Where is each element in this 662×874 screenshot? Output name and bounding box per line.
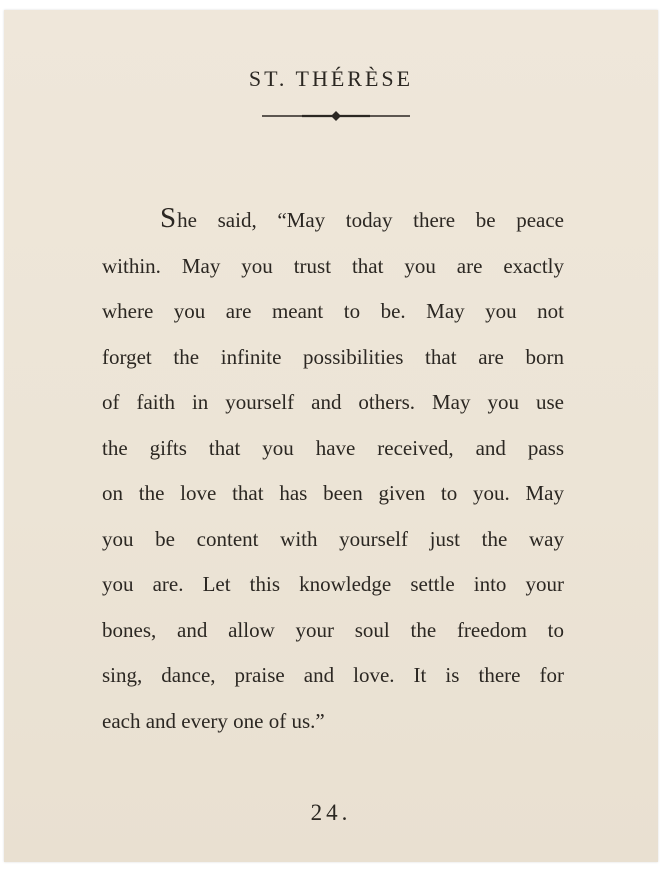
page-number: 24. xyxy=(310,800,352,825)
quote-line: bones, and allow your soul the freedom to xyxy=(102,617,564,642)
drop-cap: S xyxy=(160,202,178,234)
quote-body xyxy=(102,198,564,744)
quote-line: of faith in yourself and others. May you use xyxy=(102,390,564,414)
quote-line: each and every one of us.” xyxy=(102,708,325,733)
quote-line: sing, dance, praise and love. It is there for xyxy=(102,663,564,687)
quote-line: within. May you trust that you are exactly xyxy=(102,253,564,278)
quote-line: you are. Let this knowledge settle into your xyxy=(102,572,564,596)
quote-line: you be content with yourself just the way xyxy=(102,526,564,551)
quote-line: on the love that has been given to you. May xyxy=(102,481,564,505)
quote-line: where you are meant to be. May you not xyxy=(102,299,564,323)
book-page xyxy=(4,10,658,862)
quote-line: forget the infinite possibilities that are born xyxy=(102,344,564,369)
page-title: ST. THÉRÈSE xyxy=(248,66,414,91)
quote-line: She said, “May today there be peace xyxy=(160,202,564,234)
quote-line: the gifts that you have received, and pass xyxy=(102,435,564,460)
diamond-rule-ornament-icon xyxy=(262,110,410,122)
